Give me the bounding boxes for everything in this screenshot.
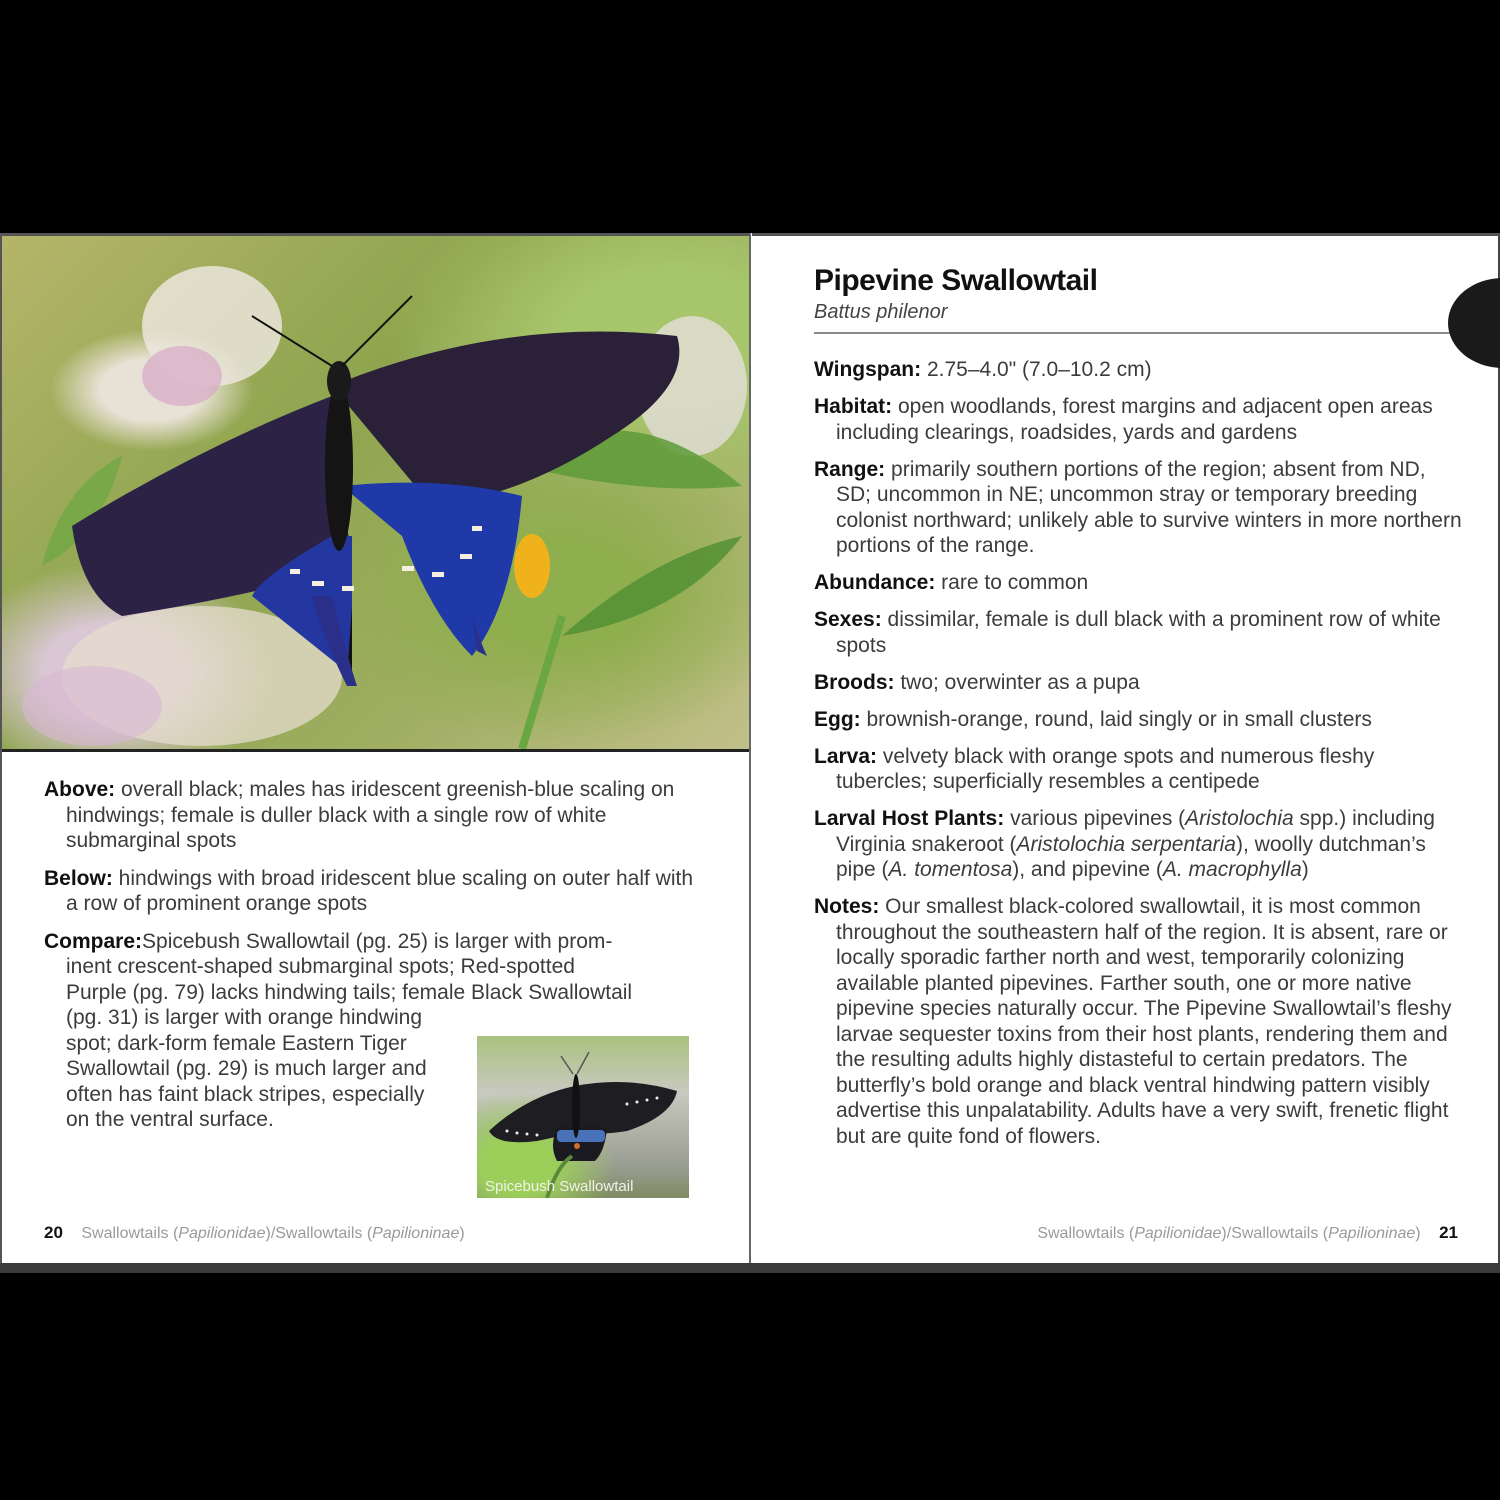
sexes-label: Sexes: <box>814 608 882 631</box>
larva-label: Larva: <box>814 744 878 768</box>
range-label: Range: <box>814 457 886 481</box>
page-number-20: 20 <box>44 1223 63 1242</box>
butterfly-photo-icon <box>2 236 750 749</box>
sexes-text: dissimilar, female is dull black with a prominent row of white spots <box>836 608 1441 657</box>
right-footer <box>1037 1223 1458 1243</box>
above-entry <box>44 777 694 854</box>
notes-label: Notes: <box>814 895 880 918</box>
spicebush-thumbnail <box>477 1036 689 1198</box>
abundance-label: Abundance: <box>814 571 936 594</box>
thumb-tab-marker <box>1448 278 1500 368</box>
larva-entry <box>814 744 1464 795</box>
species-details <box>814 357 1464 1161</box>
wingspan-label: Wingspan: <box>814 358 922 381</box>
compare-line-4: (pg. 31) is larger with orange hindwing <box>66 1006 423 1029</box>
compare-line-8: on the ventral surface. <box>66 1108 274 1131</box>
abundance-text: rare to common <box>935 571 1089 594</box>
habitat-text: open woodlands, forest margins and adjacent open areas including clearings, roadsides, yards and gardens <box>836 395 1433 444</box>
habitat-label: Habitat: <box>814 395 893 418</box>
left-page <box>0 233 750 1263</box>
below-entry <box>44 866 694 917</box>
sexes-entry <box>814 607 1464 658</box>
main-butterfly-photo <box>2 236 750 752</box>
below-label: Below: <box>44 866 113 890</box>
notes-entry <box>814 894 1464 1149</box>
egg-entry <box>814 707 1464 733</box>
wingspan-text: 2.75–4.0" (7.0–10.2 cm) <box>921 358 1152 381</box>
wingspan-entry <box>814 357 1464 383</box>
above-label: Above: <box>44 778 116 801</box>
title-divider <box>814 332 1464 334</box>
broods-label: Broods: <box>814 670 895 694</box>
range-text: primarily southern portions of the region; absent from ND, SD; uncommon in NE; uncommon stray or temporary breeding colonist northward; unlikely able to survive winters in more northern portions of the range. <box>836 457 1462 557</box>
larva-text: velvety black with orange spots and numerous fleshy tubercles; superficially resembles a centipede <box>836 744 1375 793</box>
above-text: overall black; males has iridescent greenish-blue scaling on hindwings; female is duller black with a single row of white submarginal spots <box>66 778 675 852</box>
range-entry <box>814 457 1464 559</box>
abundance-entry <box>814 570 1464 596</box>
compare-line-3: Purple (pg. 79) lacks hindwing tails; female Black Swallowtail <box>66 980 633 1004</box>
broods-entry <box>814 670 1464 696</box>
right-page <box>752 233 1500 1263</box>
compare-line-6: Swallowtail (pg. 29) is much larger and <box>66 1057 427 1080</box>
compare-line-2: inent crescent-shaped submarginal spots; Red-spotted <box>66 955 575 978</box>
thumbnail-caption: Spicebush Swallowtail <box>485 1178 634 1195</box>
notes-text: Our smallest black-colored swallowtail, it is most common throughout the southeastern half of the region. It is absent, rare or locally sporadic farther north and west, temporarily colonizing available planted pipevines. Farther south, one or more native pipevine species naturally occur. The Pipevine Swallowtail’s fleshy larvae sequester toxins from their host plants, rendering them and the resulting adults highly distasteful to certain predators. The butterfly’s bold orange and black ventral hindwing pattern visibly advertise this unpalatability. Adults have a very swift, frenetic flight but are quite fond of flowers. <box>836 895 1452 1148</box>
book-spread <box>0 233 1500 1273</box>
right-running-head: Swallowtails (Papilionidae)/Swallowtails (Papilioninae) <box>1037 1225 1421 1242</box>
broods-text: two; overwinter as a pupa <box>894 670 1140 694</box>
left-footer <box>44 1223 465 1243</box>
compare-label: Compare: <box>44 929 143 953</box>
species-title: Pipevine Swallowtail <box>814 264 1098 297</box>
scientific-name: Battus philenor <box>814 301 948 323</box>
habitat-entry <box>814 394 1464 445</box>
spine-gutter <box>749 233 751 1263</box>
page-bottom-edge <box>0 1263 1500 1273</box>
compare-line-7: often has faint black stripes, especially <box>66 1082 425 1106</box>
below-text: hindwings with broad iridescent blue scaling on outer half with a row of prominent orange spots <box>66 866 694 915</box>
page-number-21: 21 <box>1439 1223 1458 1242</box>
compare-line-1: Spicebush Swallowtail (pg. 25) is larger with prom- <box>142 929 613 953</box>
host-plants-label: Larval Host Plants: <box>814 807 1005 830</box>
spicebush-butterfly-icon <box>477 1036 689 1198</box>
left-running-head: Swallowtails (Papilionidae)/Swallowtails (Papilioninae) <box>81 1225 465 1242</box>
host-plants-entry: Larval Host Plants: various pipevines (Aristolochia spp.) including Virginia snakeroot (Aristolochia serpentaria), woolly dutchman’s pipe (A. tomentosa), and pipevine (A. macrophylla) <box>814 807 1435 881</box>
egg-text: brownish-orange, round, laid singly or in small clusters <box>860 707 1372 731</box>
egg-label: Egg: <box>814 707 861 731</box>
compare-line-5: spot; dark-form female Eastern Tiger <box>66 1031 407 1055</box>
